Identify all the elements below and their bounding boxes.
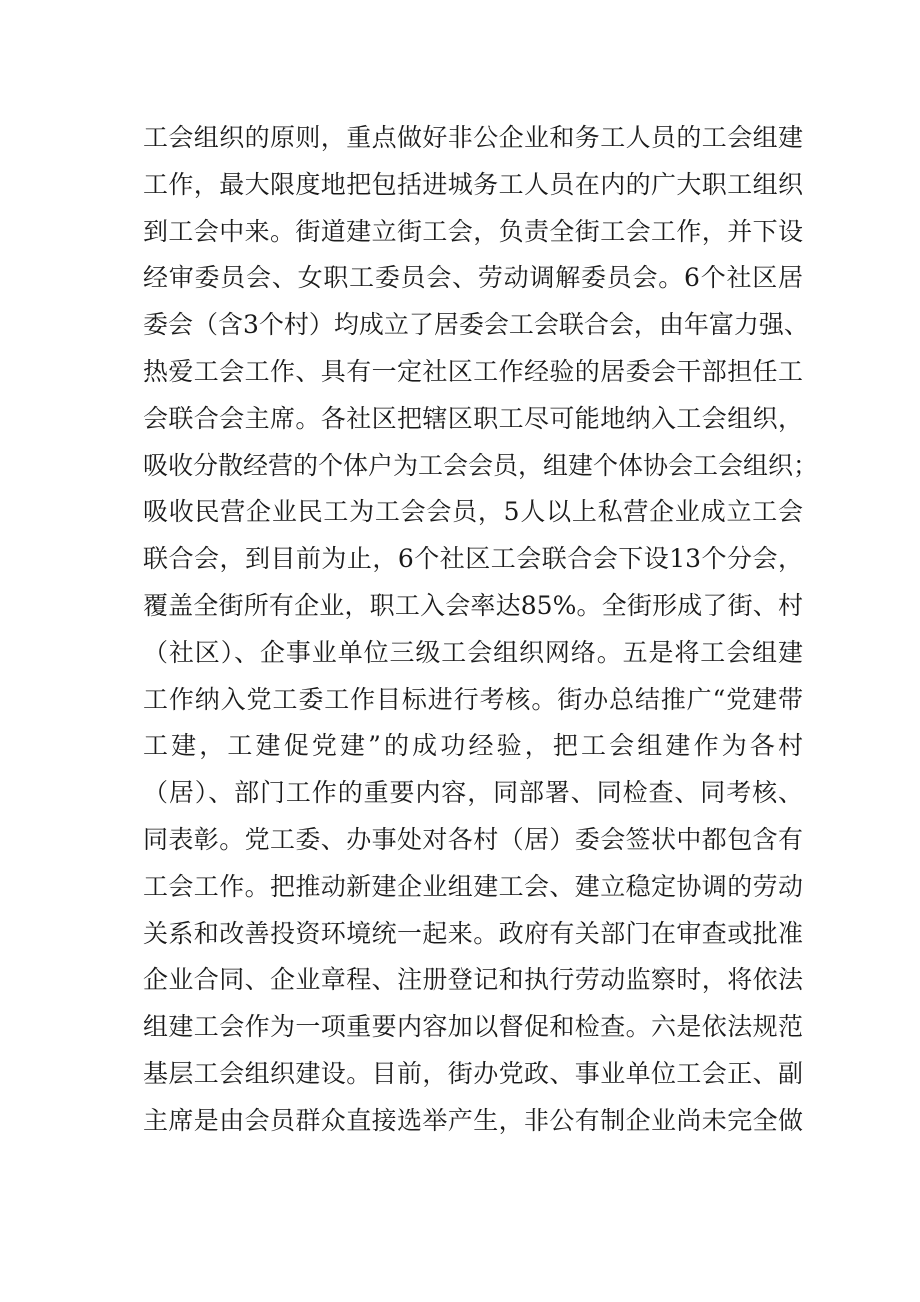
text-line-15: （居）、部门工作的重要内容，同部署、同检查、同考核、 [143, 778, 803, 808]
text-line-11: 覆盖全街所有企业，职工入会率达85%。全街形成了街、村 [143, 590, 803, 620]
text-line-5: 委会（含3个村）均成立了居委会工会联合会，由年富力强、 [143, 310, 809, 340]
text-line-16: 同表彰。党工委、办事处对各村（居）委会签状中都包含有 [143, 824, 803, 854]
text-line-1: 工会组织的原则，重点做好非公企业和务工人员的工会组建 [143, 123, 803, 152]
text-line-22: 主席是由会员群众直接选举产生，非公有制企业尚未完全做 [143, 1105, 803, 1135]
text-line-6: 热爱工会工作、具有一定社区工作经验的居委会干部担任工 [143, 356, 803, 386]
body-text [143, 115, 819, 1145]
text-line-20: 组建工会作为一项重要内容加以督促和检查。六是依法规范 [143, 1012, 803, 1042]
text-line-10: 联合会，到目前为止，6个社区工会联合会下设13个分会， [143, 544, 803, 574]
text-line-8: 吸收分散经营的个体户为工会会员，组建个体协会工会组织； [143, 450, 819, 480]
text-line-14: 工建，工建促党建”的成功经验，把工会组建作为各村 [143, 731, 803, 761]
text-line-9: 吸收民营企业民工为工会会员，5人以上私营企业成立工会 [143, 497, 803, 527]
text-line-17: 工会工作。把推动新建企业组建工会、建立稳定协调的劳动 [143, 871, 803, 901]
text-line-13: 工作纳入党工委工作目标进行考核。街办总结推广“党建带 [143, 684, 803, 714]
text-line-18: 关系和改善投资环境统一起来。政府有关部门在审查或批准 [143, 918, 803, 948]
text-line-4: 经审委员会、女职工委员会、劳动调解委员会。6个社区居 [143, 263, 803, 293]
text-line-2: 工作，最大限度地把包括进城务工人员在内的广大职工组织 [143, 169, 803, 199]
text-line-19: 企业合同、企业章程、注册登记和执行劳动监察时，将依法 [143, 965, 803, 995]
text-line-12: （社区）、企事业单位三级工会组织网络。五是将工会组建 [143, 637, 803, 667]
text-line-21: 基层工会组织建设。目前，街办党政、事业单位工会正、副 [143, 1058, 803, 1088]
text-line-7: 会联合会主席。各社区把辖区职工尽可能地纳入工会组织， [143, 403, 803, 433]
text-line-3: 到工会中来。街道建立街工会，负责全街工会工作，并下设 [143, 216, 803, 246]
